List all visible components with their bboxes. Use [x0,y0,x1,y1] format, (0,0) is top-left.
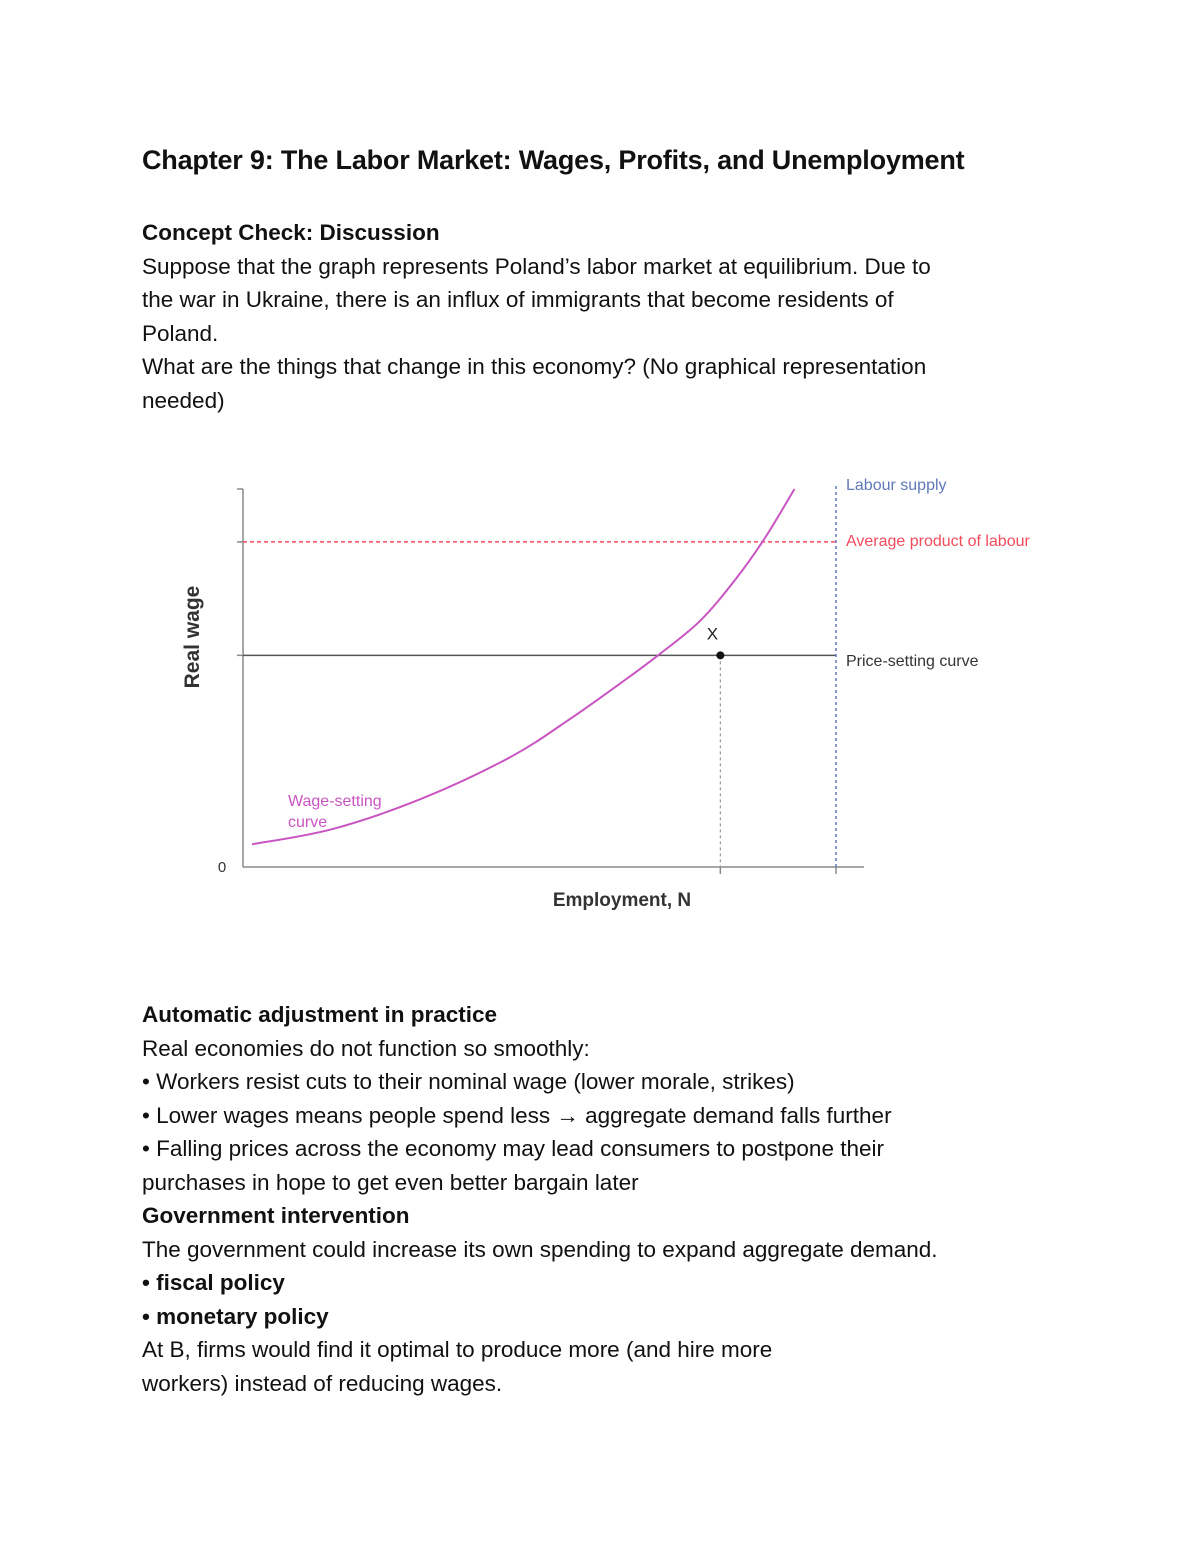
y-axis-label: Real wage [181,585,204,689]
origin-label: 0 [217,859,227,876]
average-product-label: Average product of labour [846,533,1030,550]
question-line: What are the things that change in this economy? (No graphical representation [142,354,927,379]
paragraph-line: Suppose that the graph represents Poland’s labor market at equilibrium. Due to [142,253,931,279]
bullet-item: • Falling prices across the economy may lead consumers to postpone their [142,1136,884,1161]
concept-check-heading: Concept Check: Discussion [142,220,440,245]
government-heading: Government intervention [142,1203,410,1228]
wage-setting-label: curve [288,814,328,831]
paragraph-line: the war in Ukraine, there is an influx of immigrants that become residents of [142,287,894,312]
closing-line: At B, firms would find it optimal to produce more (and hire more [142,1337,773,1362]
equilibrium-point [716,651,724,659]
question-line: needed) [142,387,225,413]
bullet-continuation: purchases in hope to get even better bargain later [142,1169,639,1195]
bullet-item: • fiscal policy [142,1270,285,1295]
x-axis-label: Employment, N [552,890,692,911]
adjustment-heading: Automatic adjustment in practice [142,1002,498,1027]
labour-supply-label: Labour supply [846,477,947,494]
price-setting-label: Price-setting curve [846,653,979,670]
bullet-item: • monetary policy [142,1303,329,1329]
bullet-item: • Lower wages means people spend less → aggregate demand falls further [142,1102,892,1128]
paragraph-line: Poland. [142,320,219,346]
page-title: Chapter 9: The Labor Market: Wages, Profits, and Unemployment [142,145,965,175]
closing-line: workers) instead of reducing wages. [142,1370,503,1396]
government-intro: The government could increase its own spending to expand aggregate demand. [142,1236,938,1262]
bullet-item: • Workers resist cuts to their nominal wage (lower morale, strikes) [142,1069,795,1094]
equilibrium-label: X [706,624,719,644]
adjustment-intro: Real economies do not function so smoothly: [142,1035,590,1061]
wage-setting-label: Wage-setting [288,793,382,810]
